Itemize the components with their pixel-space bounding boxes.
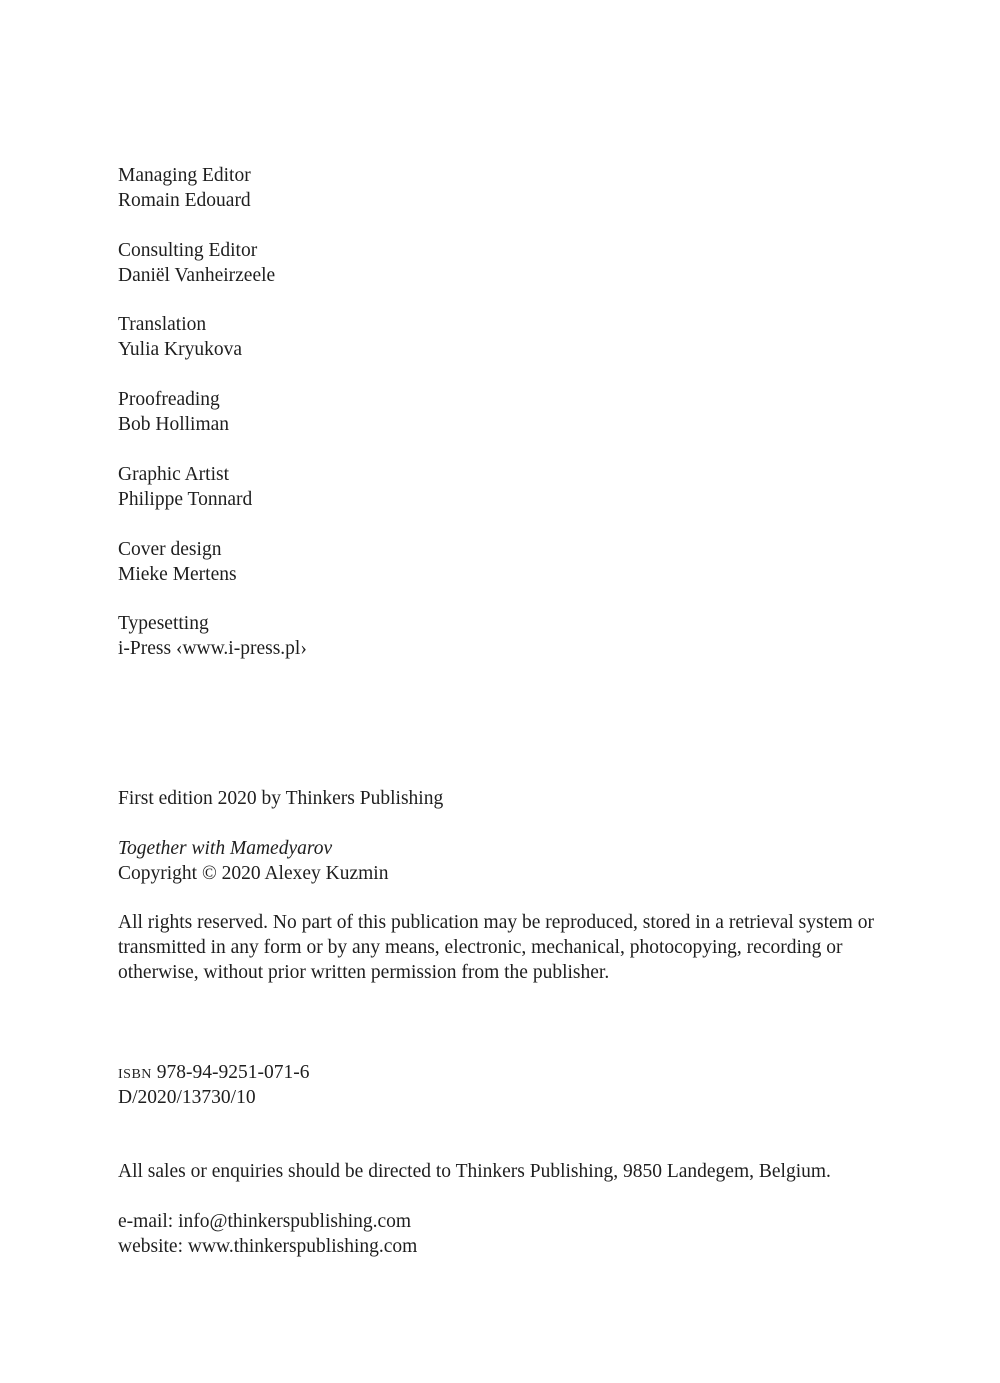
credit-graphic-artist — [118, 462, 898, 512]
book-title: Together with Mamedyarov — [118, 838, 333, 859]
isbn-line — [118, 1060, 898, 1085]
sales-block — [118, 1159, 898, 1184]
credit-name: Daniël Vanheirzeele — [118, 265, 276, 286]
isbn-block — [118, 1060, 898, 1110]
copyright-text: Copyright © 2020 Alexey Kuzmin — [118, 863, 389, 884]
credit-translation — [118, 312, 898, 362]
credit-role: Proofreading — [118, 389, 220, 410]
legal-deposit: D/2020/13730/10 — [118, 1087, 256, 1108]
title-copyright-block — [118, 836, 898, 886]
edition-text: First edition 2020 by Thinkers Publishing — [118, 788, 444, 809]
credit-role: Consulting Editor — [118, 240, 258, 261]
credit-name: Mieke Mertens — [118, 564, 237, 585]
email-text: e-mail: info@thinkerspublishing.com — [118, 1211, 412, 1232]
isbn-number: 978-94-9251-071-6 — [156, 1062, 310, 1083]
credit-role: Graphic Artist — [118, 464, 230, 485]
credit-role: Typesetting — [118, 613, 209, 634]
credit-typesetting — [118, 611, 898, 661]
credit-proofreading — [118, 387, 898, 437]
credit-name: Philippe Tonnard — [118, 489, 253, 510]
website-text: website: www.thinkerspublishing.com — [118, 1236, 418, 1257]
sales-text: All sales or enquiries should be directed to Thinkers Publishing, 9850 Landegem, Belgium. — [118, 1161, 831, 1182]
credit-name: Yulia Kryukova — [118, 339, 243, 360]
credit-role: Managing Editor — [118, 165, 251, 186]
credit-name: Bob Holliman — [118, 414, 230, 435]
credit-consulting-editor — [118, 238, 898, 288]
credit-role: Translation — [118, 314, 207, 335]
edition-block — [118, 786, 898, 811]
credit-cover-design — [118, 537, 898, 587]
credit-managing-editor — [118, 163, 898, 213]
credit-name: i-Press ‹www.i-press.pl› — [118, 638, 307, 659]
contact-block — [118, 1209, 898, 1259]
credit-name: Romain Edouard — [118, 190, 251, 211]
credit-role: Cover design — [118, 539, 222, 560]
rights-text: All rights reserved. No part of this publication may be reproduced, stored in a retrieval system or transmitted in any form or by any means, electronic, mechanical, photocopying, recording or otherwise, without prior written permission from the publisher. — [118, 912, 874, 983]
isbn-label: isbn — [118, 1062, 152, 1083]
rights-block — [118, 910, 898, 985]
